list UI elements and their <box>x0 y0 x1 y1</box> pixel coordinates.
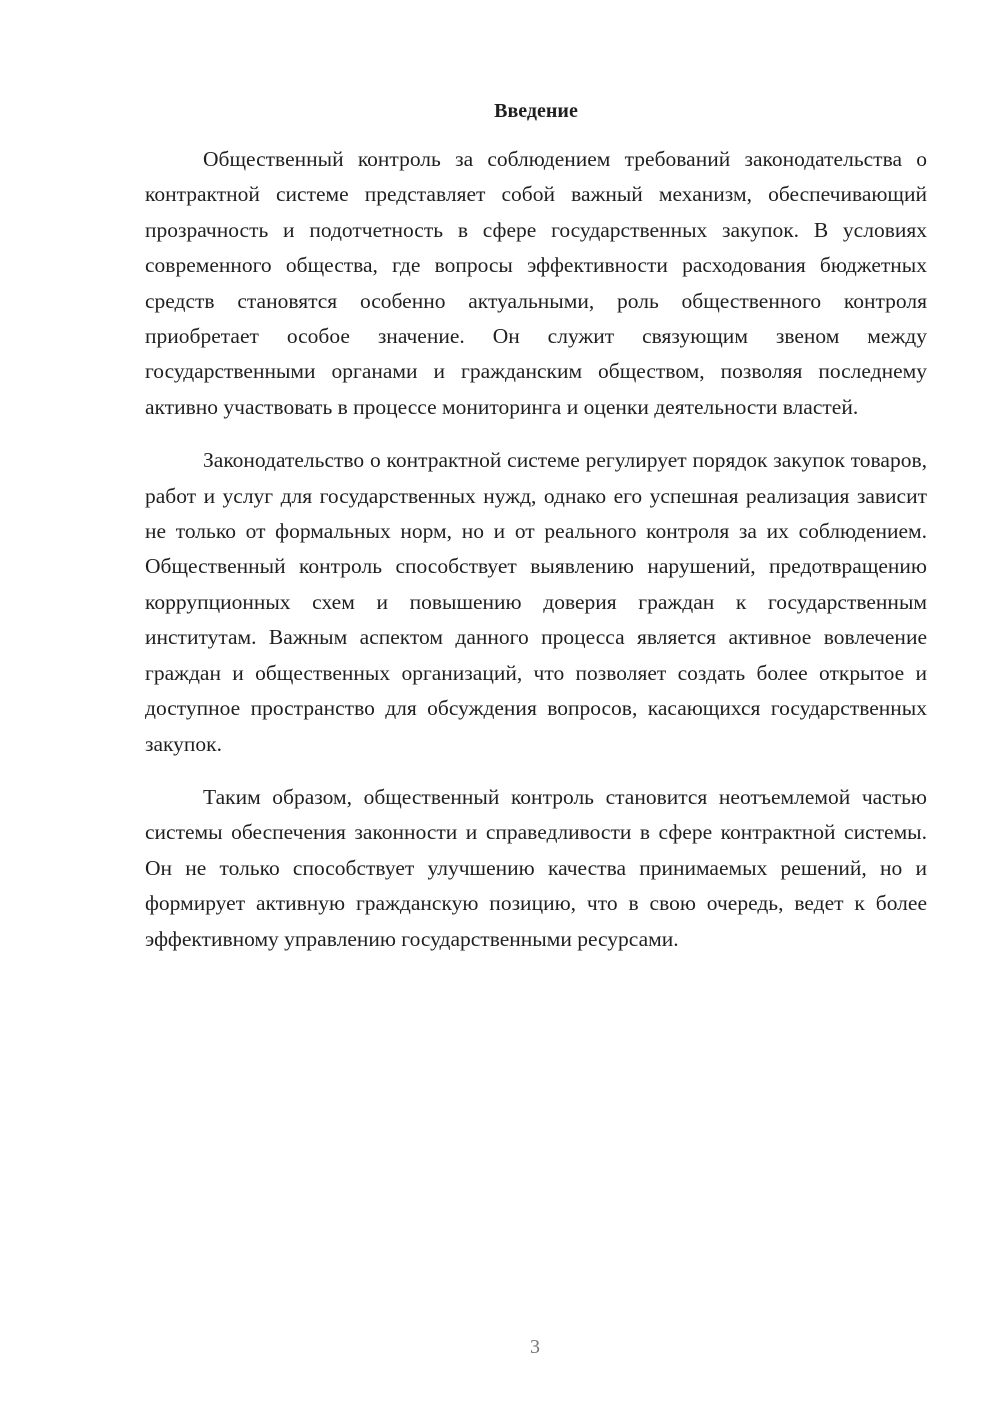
section-title: Введение <box>494 100 578 122</box>
paragraph-1: Общественный контроль за соблюдением требований законодательства о контрактной системе представляет собой важный механизм, обеспечивающий прозрачность и подотчетность в сфере государственных закупок. В условиях современного общества, где вопросы эффективности расходования бюджетных средств становятся особенно актуальными, роль общественного контроля приобретает особое значение. Он служит связующим звеном между государственными органами и гражданским обществом, позволяя последнему активно участвовать в процессе мониторинга и оценки деятельности властей. <box>145 147 927 419</box>
paragraph-2: Законодательство о контрактной системе регулирует порядок закупок товаров, работ и услуг для государственных нужд, однако его успешная реализация зависит не только от формальных норм, но и от реального контроля за их соблюдением. Общественный контроль способствует выявлению нарушений, предотвращению коррупционных схем и повышению доверия граждан к государственным институтам. Важным аспектом данного процесса является активное вовлечение граждан и общественных организаций, что позволяет создать более открытое и доступное пространство для обсуждения вопросов, касающихся государственных закупок. <box>145 448 927 756</box>
body-text <box>145 142 927 975</box>
paragraph-3: Таким образом, общественный контроль становится неотъемлемой частью системы обеспечения законности и справедливости в сфере контрактной системы. Он не только способствует улучшению качества принимаемых решений, но и формирует активную гражданскую позицию, что в свою очередь, ведет к более эффективному управлению государственными ресурсами. <box>145 784 927 951</box>
page-number: 3 <box>530 1336 540 1358</box>
